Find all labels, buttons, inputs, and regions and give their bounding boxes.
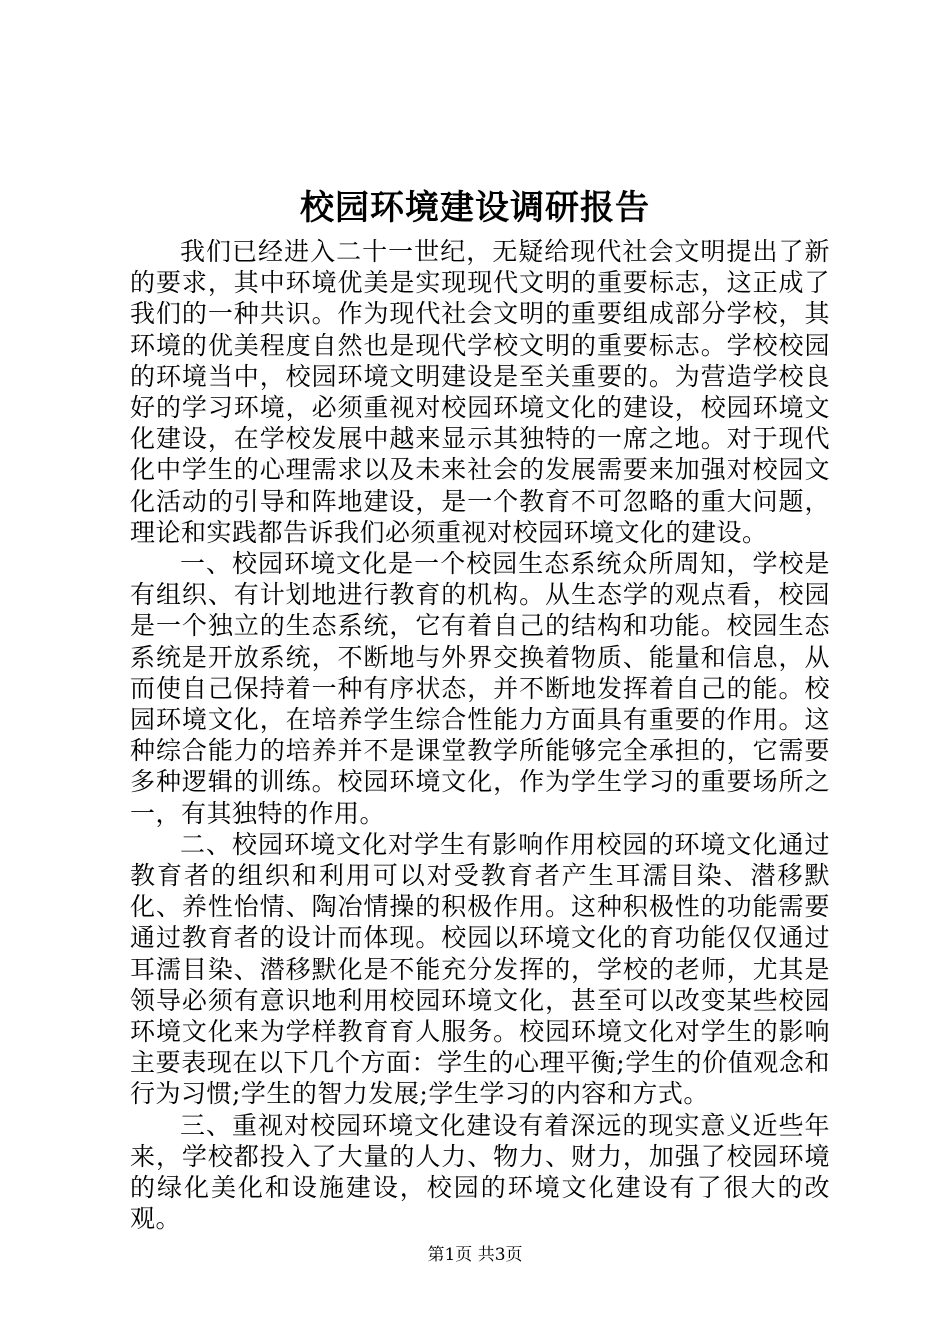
paragraph-section-3: 三、重视对校园环境文化建设有着深远的现实意义近些年来，学校都投入了大量的人力、物力、财力，加强了校园环境的绿化美化和设施建设，校园的环境文化建设有了很大的改观。 (130, 1110, 830, 1234)
document-title: 校园环境建设调研报告 (300, 188, 650, 228)
paragraph-intro: 我们已经进入二十一世纪，无疑给现代社会文明提出了新的要求，其中环境优美是实现现代文明的重要标志，这正成了我们的一种共识。作为现代社会文明的重要组成部分学校，其环境的优美程度自然也是现代学校文明的重要标志。学校校园的环境当中，校园环境文明建设是至关重要的。为营造学校良好的学习环境，必须重视对校园环境文化的建设，校园环境文化建设，在学校发展中越来显示其独特的一席之地。对于现代化中学生的心理需求以及未来社会的发展需要来加强对校园文化活动的引导和阵地建设，是一个教育不可忽略的重大问题，理论和实践都告诉我们必须重视对校园环境文化的建设。 (130, 237, 830, 547)
paragraph-section-2: 二、校园环境文化对学生有影响作用校园的环境文化通过教育者的组织和利用可以对受教育者产生耳濡目染、潜移默化、养性怡情、陶冶情操的积极作用。这种积极性的功能需要通过教育者的设计而体现。校园以环境文化的育功能仅仅通过耳濡目染、潜移默化是不能充分发挥的，学校的老师，尤其是领导必须有意识地利用校园环境文化，甚至可以改变某些校园环境文化来为学样教育育人服务。校园环境文化对学生的影响主要表现在以下几个方面：学生的心理平衡;学生的价值观念和行为习惯;学生的智力发展;学生学习的内容和方式。 (130, 829, 830, 1109)
document-body (130, 236, 830, 1235)
paragraph-section-1: 一、校园环境文化是一个校园生态系统众所周知，学校是有组织、有计划地进行教育的机构。从生态学的观点看，校园是一个独立的生态系统，它有着自己的结构和功能。校园生态系统是开放系统，不断地与外界交换着物质、能量和信息，从而使自己保持着一种有序状态，并不断地发挥着自己的能。校园环境文化，在培养学生综合性能力方面具有重要的作用。这种综合能力的培养并不是课堂教学所能够完全承担的，它需要多种逻辑的训练。校园环境文化，作为学生学习的重要场所之一，有其独特的作用。 (130, 549, 830, 828)
page-number-footer: 第1页 共3页 (427, 1245, 523, 1265)
